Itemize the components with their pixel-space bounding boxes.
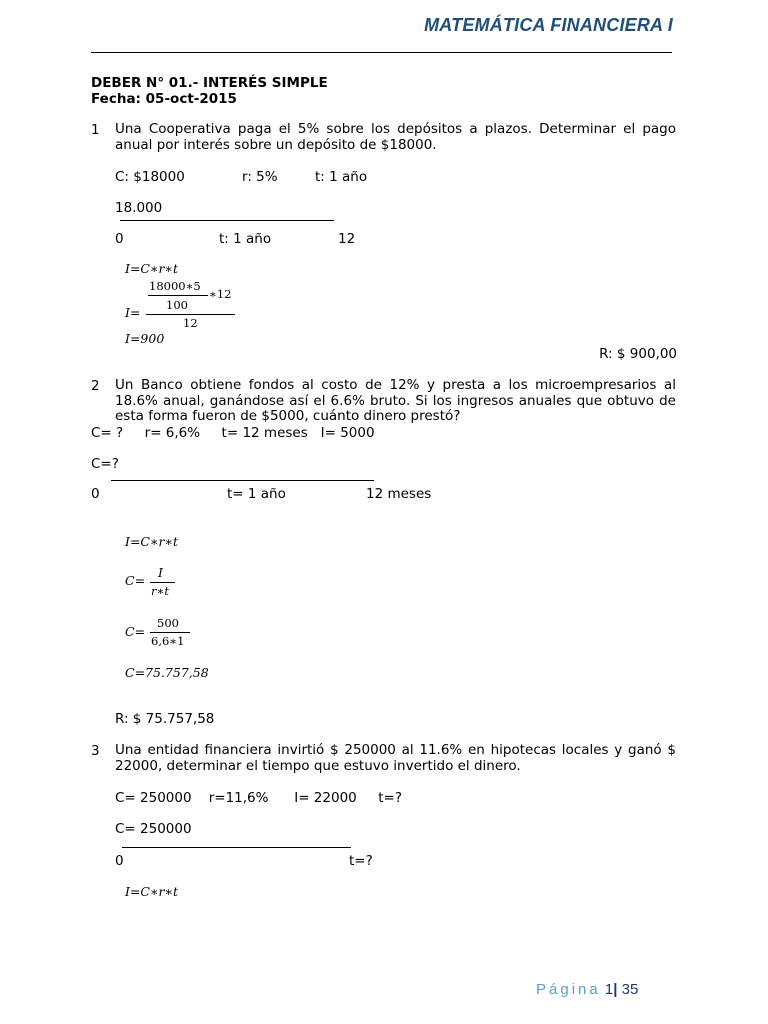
problem-1-formula-1: I=C∗r∗t xyxy=(125,261,178,276)
problem-3-capital-label: C= 250000 xyxy=(115,821,192,837)
problem-2-timeline-end: 12 meses xyxy=(366,486,432,502)
problem-1-formula-2-mult: ∗12 xyxy=(209,287,232,301)
problem-2-capital-label: C=? xyxy=(91,456,119,472)
problem-2-formula-2-den: r∗t xyxy=(151,584,169,598)
problem-2-formula-2-fraction-bar xyxy=(150,582,175,583)
problem-1-formula-2-den: 12 xyxy=(183,316,198,330)
problem-1-timeline-end: 12 xyxy=(338,231,356,247)
problem-2-answer: R: $ 75.757,58 xyxy=(115,711,215,727)
problem-2-variables: C= ? r= 6,6% t= 12 meses I= 5000 xyxy=(91,425,375,441)
problem-2-formula-3-num: 500 xyxy=(157,616,179,630)
problem-1-answer: R: $ 900,00 xyxy=(599,346,677,362)
problem-2-timeline xyxy=(111,480,374,481)
problem-1-formula-2-lhs: I= xyxy=(125,305,141,320)
problem-2-formula-2-lhs: C= xyxy=(125,573,146,588)
problem-3-timeline-end: t=? xyxy=(349,853,373,869)
problem-2-formula-4: C=75.757,58 xyxy=(125,665,209,680)
problem-1-statement: Una Cooperativa paga el 5% sobre los depósitos a plazos. Determinar el pago anual por interés sobre un depósito de $18000. xyxy=(115,121,676,153)
problem-1-formula-3: I=900 xyxy=(125,331,165,346)
problem-3-statement: Una entidad financiera invirtió $ 250000 al 11.6% en hipotecas locales y ganó $ 22000, determinar el tiempo que estuvo invertido el dinero. xyxy=(115,742,676,774)
problem-1-amount: 18.000 xyxy=(115,200,163,216)
document-date: Fecha: 05-oct-2015 xyxy=(91,91,237,107)
problem-1-formula-2-num-num: 18000∗5 xyxy=(149,279,201,293)
problem-1-timeline-mid: t: 1 año xyxy=(219,231,272,247)
problem-2-formula-3-den: 6,6∗1 xyxy=(151,634,185,648)
problem-1-number: 1 xyxy=(91,122,100,138)
problem-2-timeline-start: 0 xyxy=(91,486,100,502)
problem-3-timeline xyxy=(122,847,351,848)
document-title: DEBER N° 01.- INTERÉS SIMPLE xyxy=(91,75,328,91)
page-number: 1 xyxy=(604,981,614,998)
problem-1-rate: r: 5% xyxy=(242,169,278,185)
problem-3-number: 3 xyxy=(91,743,100,759)
page-total: 35 xyxy=(621,981,639,998)
problem-3-formula-1: I=C∗r∗t xyxy=(125,884,178,899)
problem-3-variables: C= 250000 r=11,6% I= 22000 t=? xyxy=(115,790,402,806)
header-divider xyxy=(91,52,672,53)
problem-2-statement: Un Banco obtiene fondos al costo de 12% y presta a los microempresarios al 18.6% anual, ganándose así el 6.6% bruto. Si los ingresos anuales que obtuvo de esta forma fueron de $5000, cuánto dinero prestó? xyxy=(115,377,676,424)
problem-2-formula-2-num: I xyxy=(158,565,163,580)
problem-1-inner-fraction-bar xyxy=(148,295,208,296)
header-title: MATEMÁTICA FINANCIERA I xyxy=(424,15,673,35)
problem-1-outer-fraction-bar xyxy=(146,314,235,315)
page-footer xyxy=(536,981,638,998)
problem-1-time: t: 1 año xyxy=(315,169,368,185)
problem-1-capital: C: $18000 xyxy=(115,169,185,185)
page-separator: | xyxy=(613,981,618,998)
problem-2-number: 2 xyxy=(91,378,100,394)
problem-1-formula-2-num-den: 100 xyxy=(166,298,188,312)
problem-2-formula-1: I=C∗r∗t xyxy=(125,534,178,549)
problem-3-timeline-start: 0 xyxy=(115,853,124,869)
problem-1-timeline-start: 0 xyxy=(115,231,124,247)
problem-2-timeline-mid: t= 1 año xyxy=(227,486,286,502)
problem-2-formula-3-fraction-bar xyxy=(150,632,190,633)
problem-1-timeline xyxy=(120,220,334,221)
problem-2-formula-3-lhs: C= xyxy=(125,624,146,639)
page-label: Página xyxy=(536,981,601,998)
